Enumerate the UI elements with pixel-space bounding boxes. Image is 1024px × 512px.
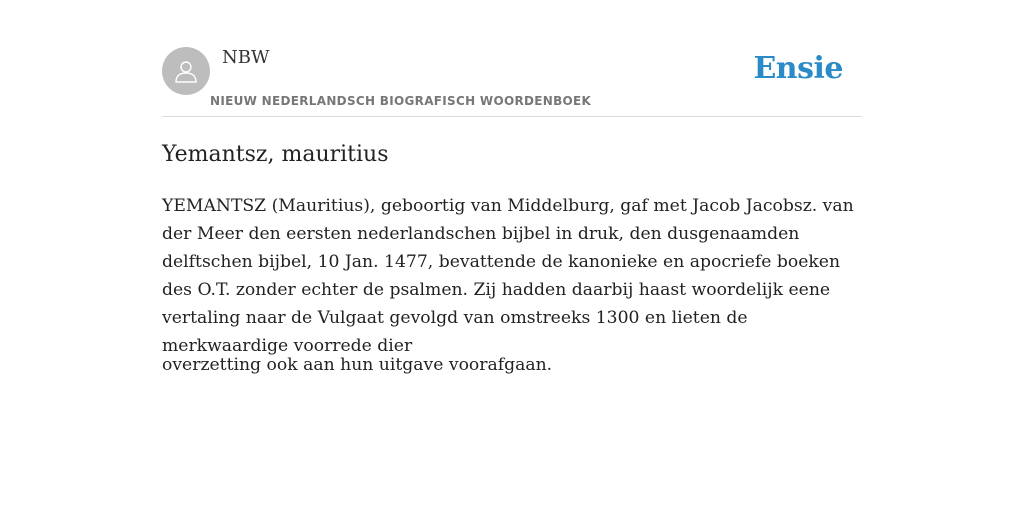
entry-paragraph-continued: overzetting ook aan hun uitgave voorafgaan. <box>162 355 553 375</box>
source-avatar[interactable] <box>162 47 210 95</box>
ensie-logo[interactable]: Ensie <box>753 51 843 86</box>
entry-paragraph: YEMANTSZ (Mauritius), geboortig van Middelburg, gaf met Jacob Jacobsz. van der Meer den eersten nederlandschen bijbel in druk, den dusgenaamden delftschen bijbel, 10 Jan. 1477, bevattende de kanonieke en apocriefe boeken des O.T. zonder echter de psalmen. Zij hadden daarbij haast woordelijk eene vertaling naar de Vulgaat gevolgd van omstreeks 1300 en lieten de merkwaardige voorrede dier <box>162 196 854 356</box>
page-container <box>162 0 862 375</box>
user-silhouette-icon <box>172 57 200 85</box>
source-header <box>162 0 862 117</box>
entry-title: Yemantsz, mauritius <box>162 142 389 167</box>
source-name[interactable]: NBW <box>222 47 270 68</box>
source-subtitle: NIEUW NEDERLANDSCH BIOGRAFISCH WOORDENBOEK <box>210 94 592 108</box>
